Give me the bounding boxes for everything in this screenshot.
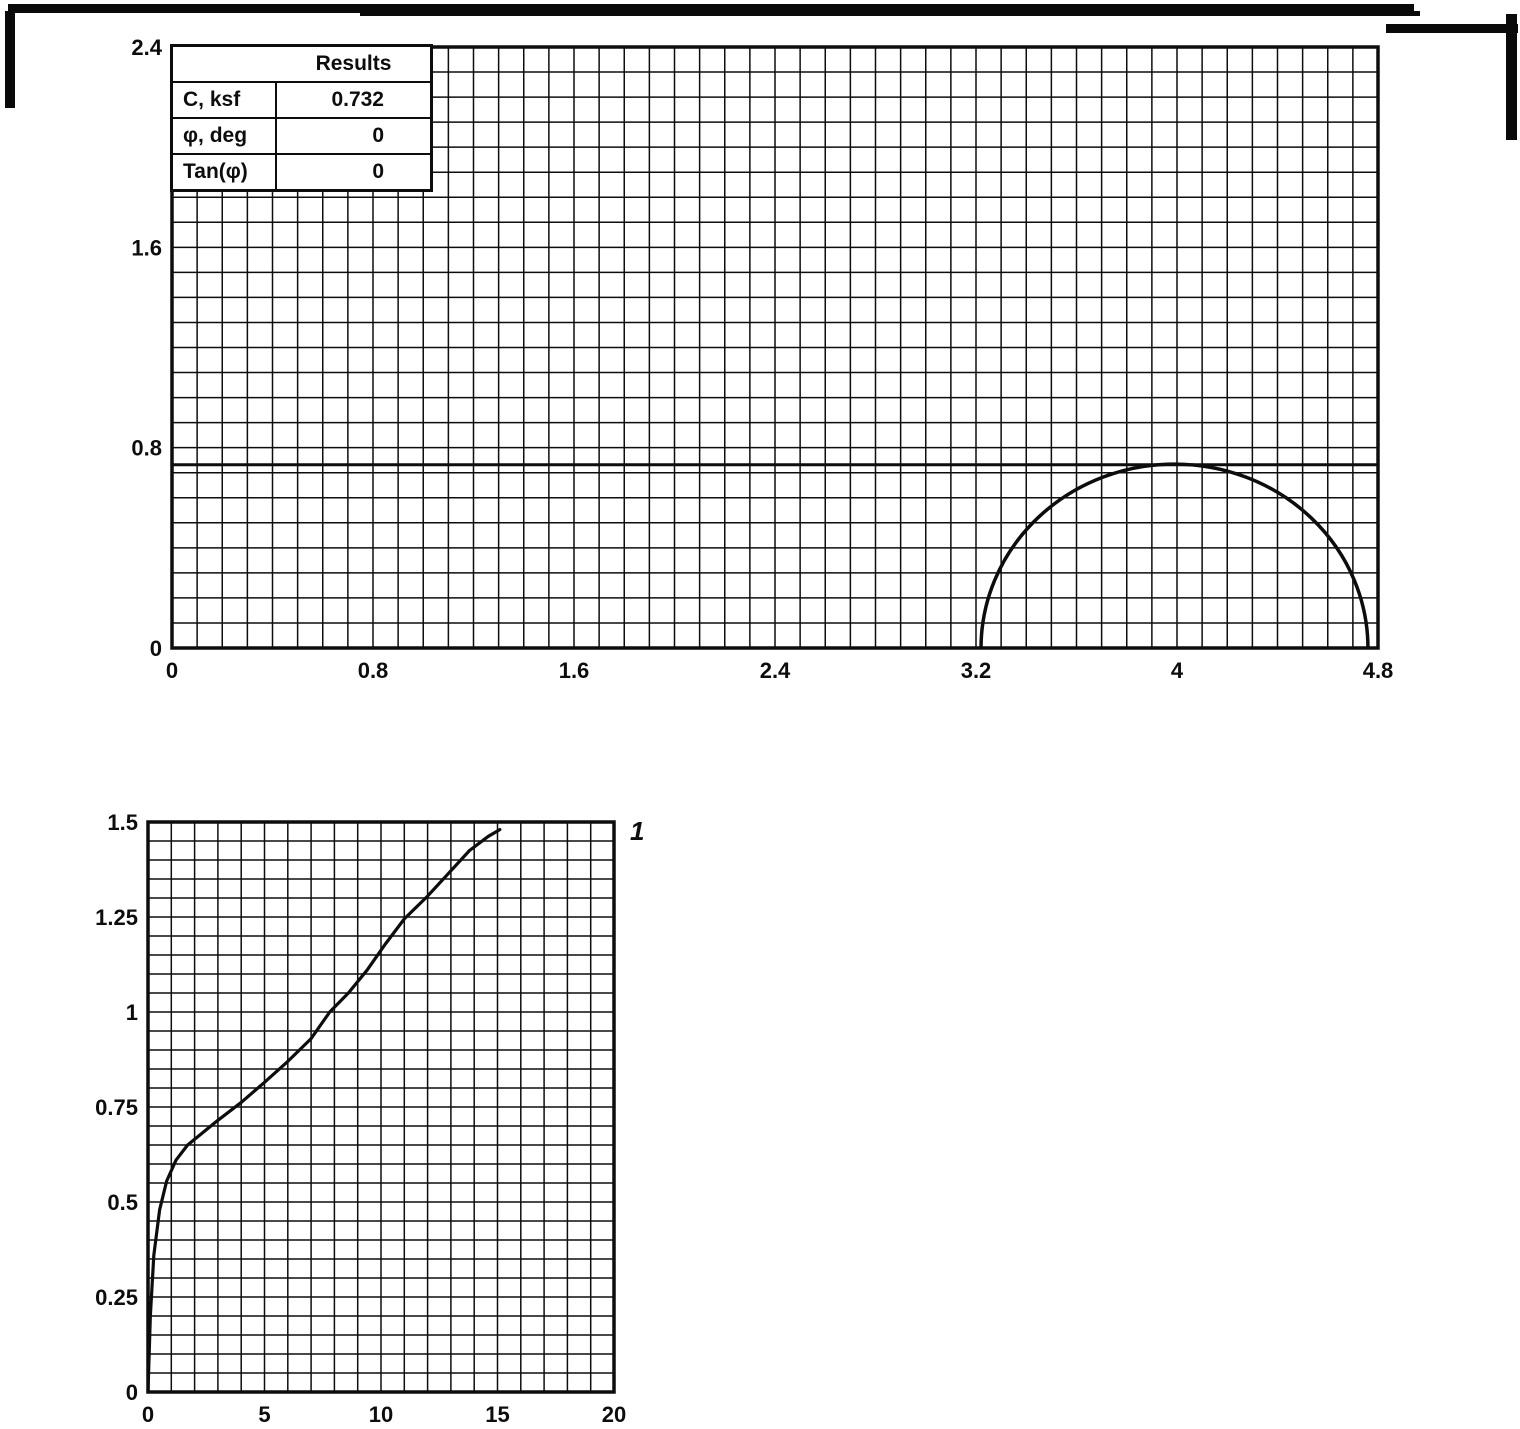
chart-canvas <box>78 798 678 1424</box>
x-tick-label: 5 <box>258 1402 271 1424</box>
results-table-header: Results <box>173 47 430 83</box>
x-tick-label: 0.8 <box>357 658 389 683</box>
y-tick-label: 0 <box>125 1380 138 1405</box>
y-tick-label: 1.6 <box>131 235 162 261</box>
stress-strain-curve-line <box>148 830 500 1392</box>
x-tick-label: 4 <box>1170 658 1184 683</box>
table-row <box>173 83 430 119</box>
x-tick-label: 20 <box>601 1402 627 1424</box>
y-tick-label: 1 <box>125 1000 138 1025</box>
mohr-circle-arc <box>981 464 1368 648</box>
y-tick-label: 2.4 <box>131 35 162 60</box>
y-tick-label: 0.75 <box>95 1095 138 1120</box>
y-tick-label: 0 <box>149 636 162 661</box>
scan-artifact-left-bar-foot <box>5 103 11 108</box>
x-tick-label: 0 <box>165 658 179 683</box>
x-tick-label: 2.4 <box>759 658 791 683</box>
tan-phi-value: 0 <box>372 160 384 183</box>
tan-phi-label: Tan(φ) <box>173 155 277 189</box>
y-tick-label: 0.25 <box>95 1285 138 1310</box>
phi-label: φ, deg <box>173 119 277 153</box>
x-tick-label: 10 <box>368 1402 394 1424</box>
x-tick-label: 0 <box>141 1402 155 1424</box>
phi-value: 0 <box>372 124 384 147</box>
results-table <box>170 44 433 192</box>
x-tick-label: 4.8 <box>1362 658 1394 683</box>
scan-artifact-top-band-lower <box>360 11 1420 16</box>
x-tick-label: 3.2 <box>960 658 992 683</box>
cohesion-label: C, ksf <box>173 83 277 117</box>
y-tick-label: 0.8 <box>131 435 162 461</box>
x-tick-label: 15 <box>485 1402 510 1424</box>
table-row <box>173 155 430 189</box>
y-tick-label: 1.5 <box>107 810 138 835</box>
series-label: 1 <box>630 816 645 846</box>
scan-artifact-left-bar <box>5 11 15 108</box>
x-tick-label: 1.6 <box>558 658 590 683</box>
stress-strain-chart <box>78 798 678 1424</box>
cohesion-value: 0.732 <box>331 88 384 111</box>
y-tick-label: 1.25 <box>95 905 138 930</box>
scan-artifact-right-bar <box>1506 14 1517 140</box>
table-row <box>173 119 430 155</box>
y-tick-label: 0.5 <box>107 1190 138 1215</box>
